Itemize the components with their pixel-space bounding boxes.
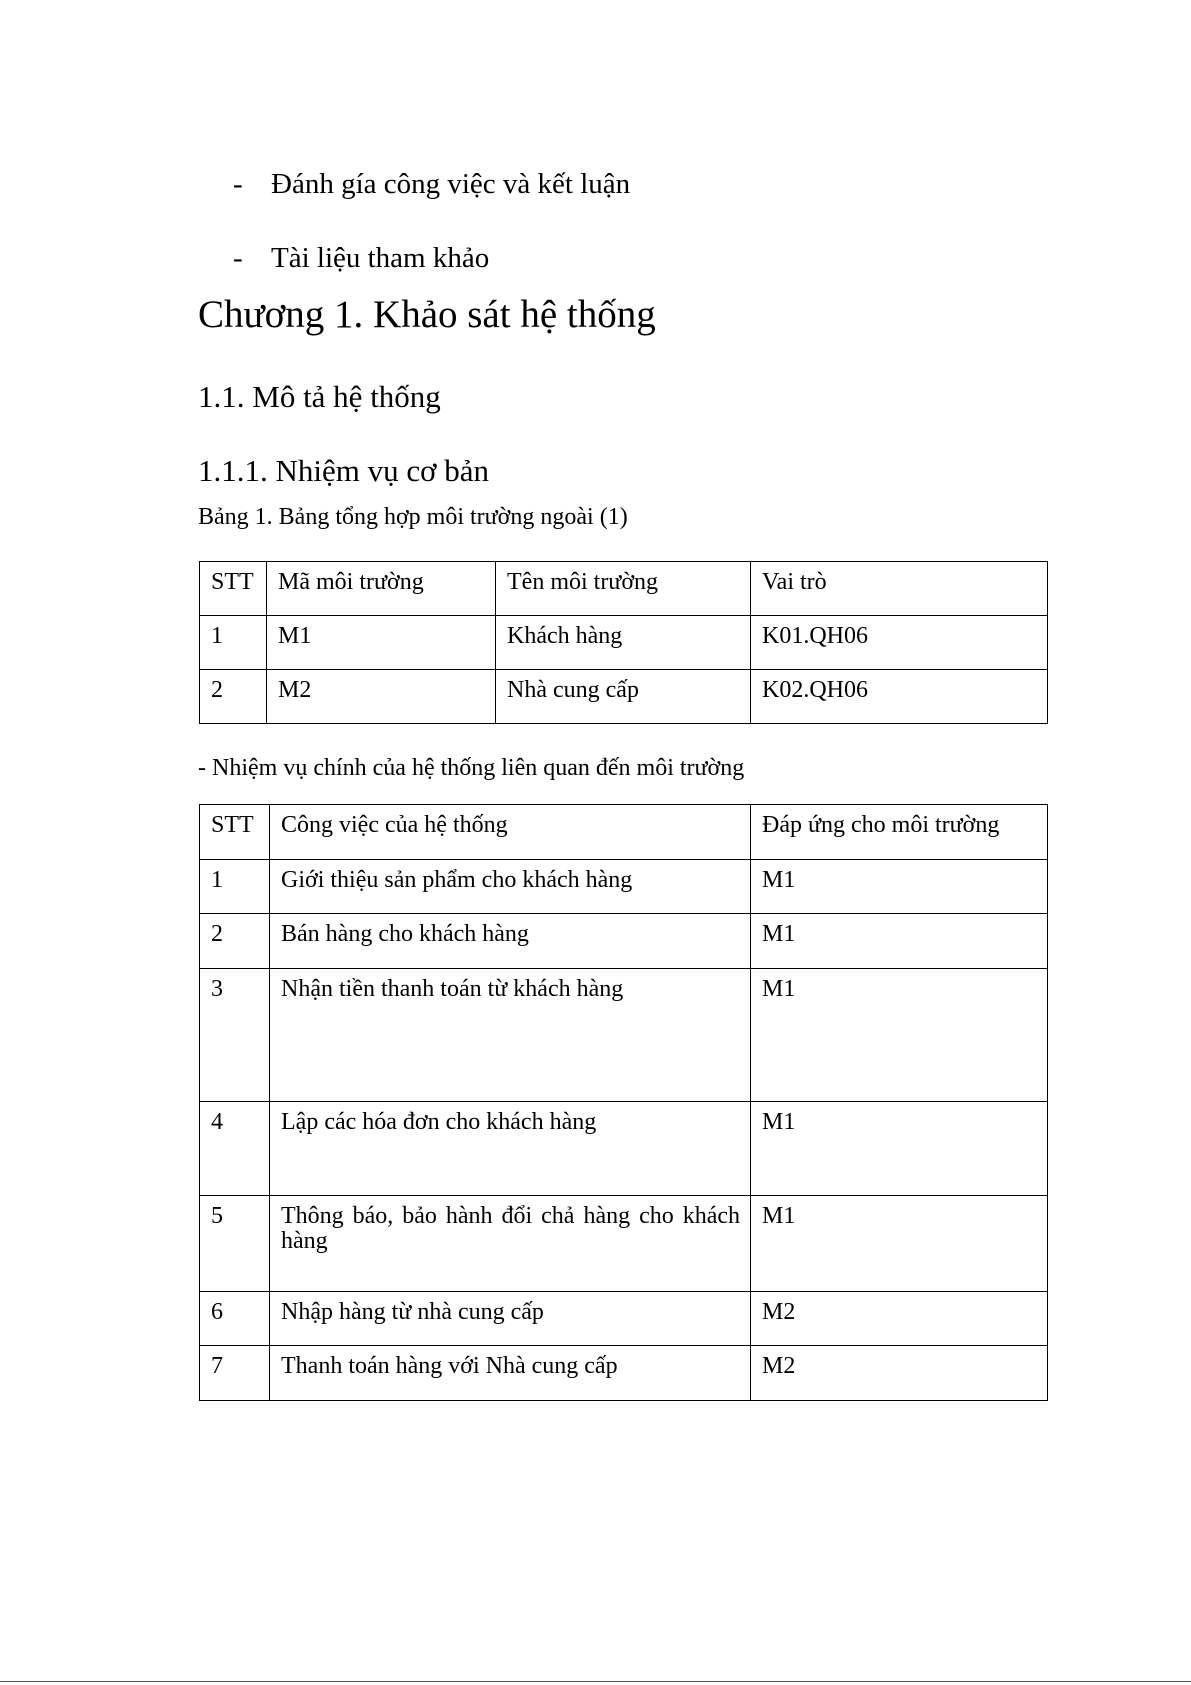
table-cell: M2: [751, 1292, 1048, 1346]
table-row: [200, 969, 1048, 1102]
table-row: [200, 914, 1048, 969]
tasks-intro: - Nhiệm vụ chính của hệ thống liên quan đến môi trường: [198, 755, 745, 781]
table-header-row: [200, 805, 1048, 860]
tasks-table: [199, 804, 1048, 1401]
table-cell: Thanh toán hàng với Nhà cung cấp: [270, 1346, 751, 1401]
header-cell: STT: [200, 805, 270, 860]
table-cell: M2: [267, 670, 496, 724]
header-cell: Tên môi trường: [496, 562, 751, 616]
table-row: [200, 860, 1048, 914]
table-row: [200, 670, 1048, 724]
subsection-title: 1.1.1. Nhiệm vụ cơ bản: [198, 453, 490, 488]
section-title: 1.1. Mô tả hệ thống: [198, 379, 441, 414]
table-cell: 2: [200, 670, 267, 724]
table-cell: M2: [751, 1346, 1048, 1401]
header-cell: Đáp ứng cho môi trường: [751, 805, 1048, 860]
header-cell: Vai trò: [751, 562, 1048, 616]
table-cell: 1: [200, 860, 270, 914]
table-cell: K02.QH06: [751, 670, 1048, 724]
table-cell: Lập các hóa đơn cho khách hàng: [270, 1102, 751, 1196]
header-cell: Mã môi trường: [267, 562, 496, 616]
table-cell: K01.QH06: [751, 616, 1048, 670]
bullet-marker: -: [233, 168, 243, 200]
table-row: [200, 1102, 1048, 1196]
table-header-row: [200, 562, 1048, 616]
header-cell: Công việc của hệ thống: [270, 805, 751, 860]
bullet-text: Đánh gía công việc và kết luận: [271, 168, 631, 200]
table-cell: Nhận tiền thanh toán từ khách hàng: [270, 969, 751, 1102]
bullet-marker: -: [233, 242, 243, 274]
table-cell: M1: [751, 1102, 1048, 1196]
table-cell: M1: [751, 1196, 1048, 1292]
table-row: [200, 1292, 1048, 1346]
table-cell: 5: [200, 1196, 270, 1292]
header-cell: STT: [200, 562, 267, 616]
table-cell: M1: [751, 969, 1048, 1102]
table-cell: Bán hàng cho khách hàng: [270, 914, 751, 969]
page-bottom-rule: [0, 1681, 1191, 1682]
chapter-title: Chương 1. Khảo sát hệ thống: [198, 293, 656, 336]
table-caption: Bảng 1. Bảng tổng hợp môi trường ngoài (1): [198, 504, 628, 530]
table-cell: Nhập hàng từ nhà cung cấp: [270, 1292, 751, 1346]
bullet-text: Tài liệu tham khảo: [271, 242, 490, 274]
table-cell: 2: [200, 914, 270, 969]
table-cell: 6: [200, 1292, 270, 1346]
table-cell: M1: [751, 914, 1048, 969]
table-row: [200, 616, 1048, 670]
table-cell: M1: [751, 860, 1048, 914]
table-cell: 7: [200, 1346, 270, 1401]
table-cell: M1: [267, 616, 496, 670]
table-cell: Giới thiệu sản phẩm cho khách hàng: [270, 860, 751, 914]
bullet-item: [233, 170, 630, 199]
table-cell: 1: [200, 616, 267, 670]
table-cell: Khách hàng: [496, 616, 751, 670]
table-cell: 4: [200, 1102, 270, 1196]
table-cell: Thông báo, bảo hành đổi chả hàng cho khách hàng: [270, 1196, 751, 1292]
table-cell: Nhà cung cấp: [496, 670, 751, 724]
environment-table: [199, 561, 1048, 724]
table-row: [200, 1196, 1048, 1292]
bullet-item: [233, 244, 489, 273]
table-cell: 3: [200, 969, 270, 1102]
table-row: [200, 1346, 1048, 1401]
